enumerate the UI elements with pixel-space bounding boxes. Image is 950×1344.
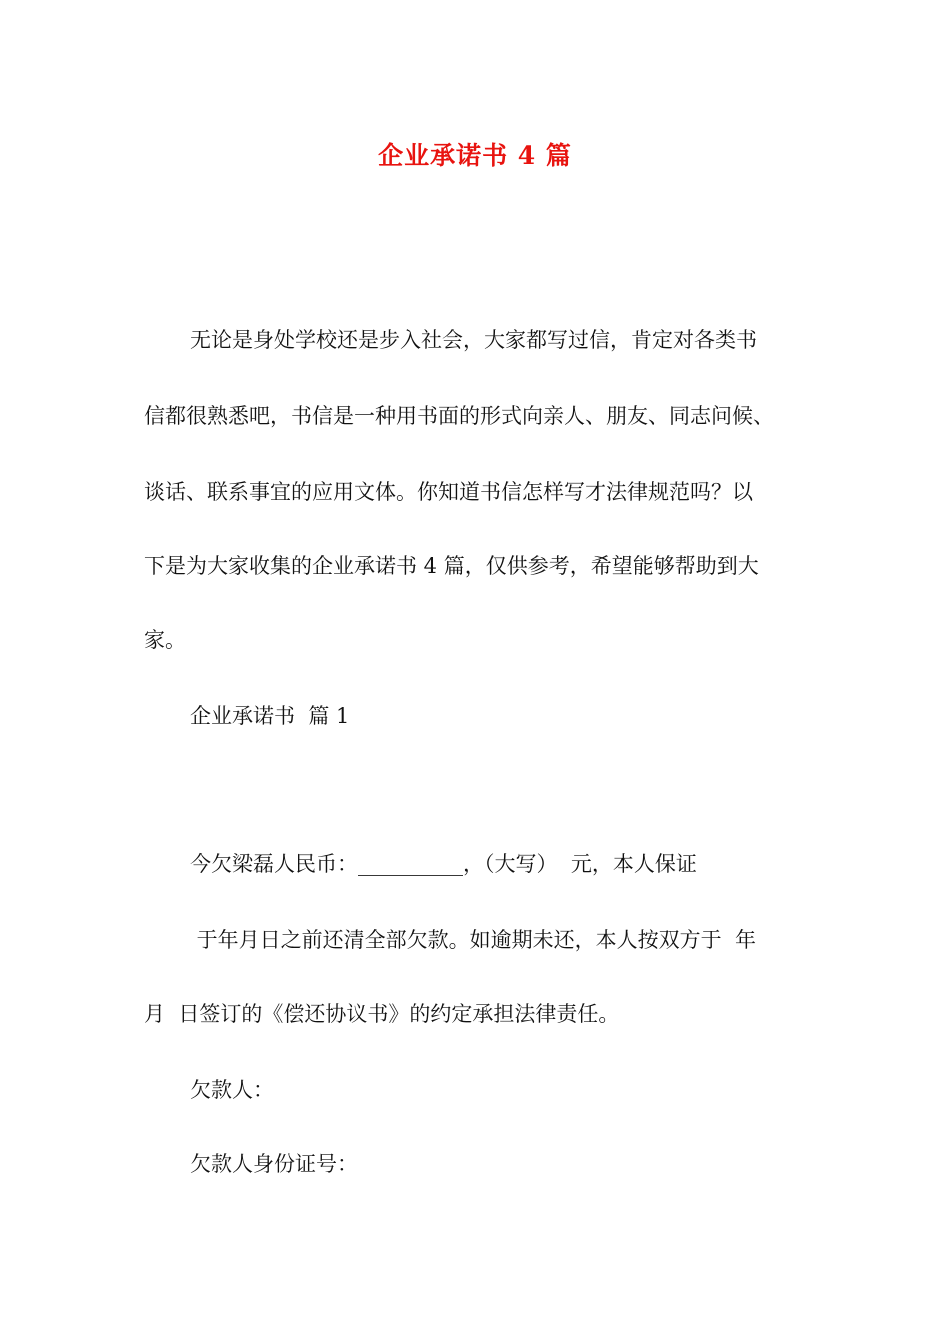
- intro-line-5: 家。: [144, 628, 186, 652]
- body-line-1: 今欠梁磊人民币：__________，（大写） 元，本人保证: [190, 852, 697, 876]
- section-heading: 企业承诺书 篇 1: [190, 704, 350, 728]
- document-title: 企业承诺书 4 篇: [378, 141, 572, 170]
- intro-line-2: 信都很熟悉吧，书信是一种用书面的形式向亲人、朋友、同志问候、: [144, 404, 774, 428]
- debtor-id-label: 欠款人身份证号：: [190, 1152, 358, 1176]
- debtor-label: 欠款人：: [190, 1078, 274, 1102]
- intro-line-1: 无论是身处学校还是步入社会，大家都写过信，肯定对各类书: [190, 328, 757, 352]
- body-line-3: 月 日签订的《偿还协议书》的约定承担法律责任。: [144, 1002, 620, 1026]
- intro-line-4: 下是为大家收集的企业承诺书 4 篇，仅供参考，希望能够帮助到大: [144, 554, 759, 578]
- body-line-2: 于年月日之前还清全部欠款。如逾期未还，本人按双方于 年: [190, 928, 757, 952]
- intro-line-3: 谈话、联系事宜的应用文体。你知道书信怎样写才法律规范吗？以: [144, 480, 753, 504]
